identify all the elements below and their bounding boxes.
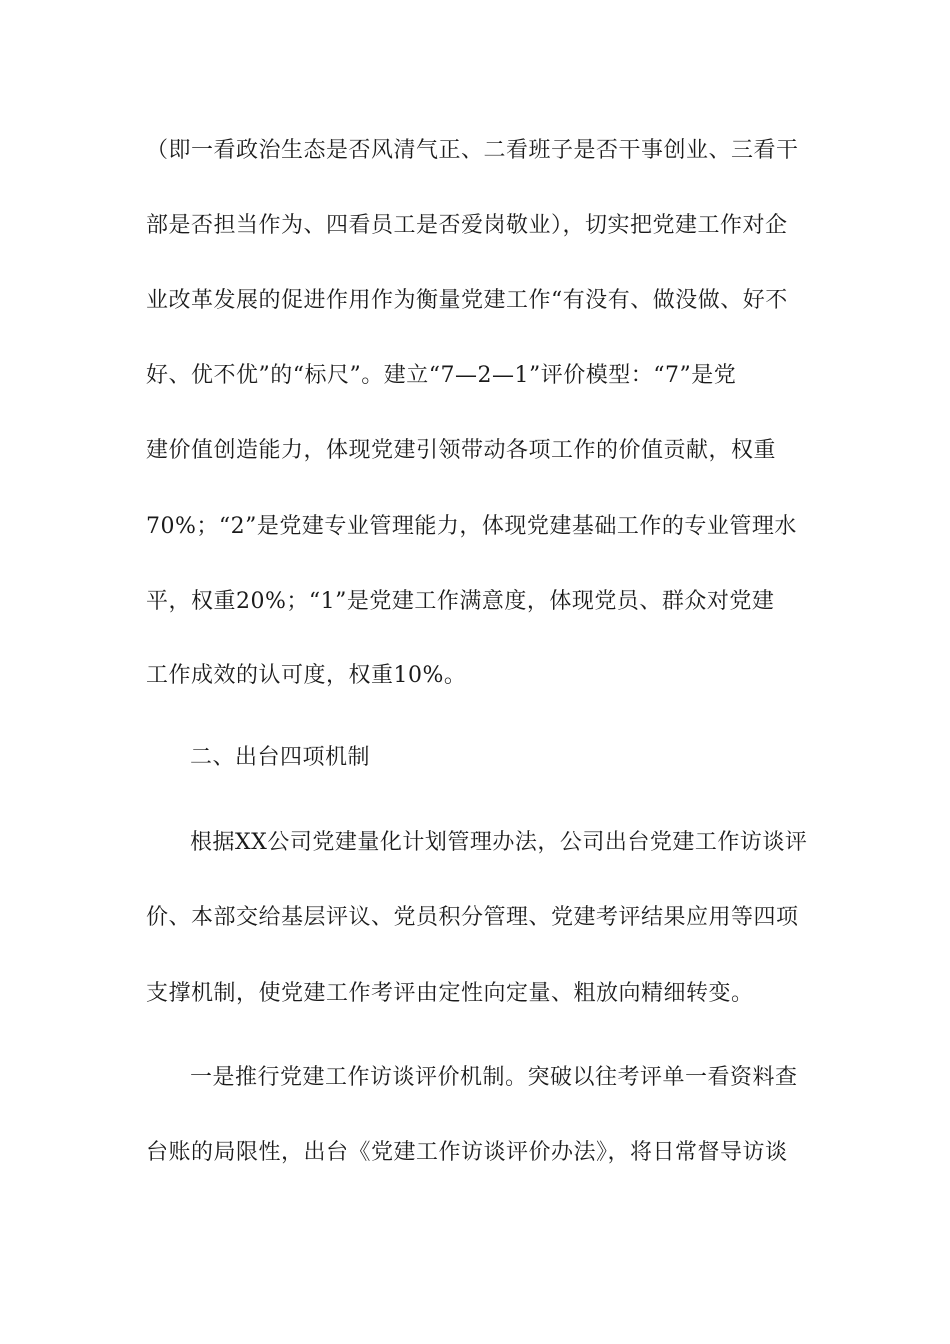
paragraph-line: 根据XX公司党建量化计划管理办法，公司出台党建工作访谈评: [190, 830, 808, 855]
paragraph-line: 价、本部交给基层评议、党员积分管理、党建考评结果应用等四项: [146, 905, 799, 930]
paragraph-line: 建价值创造能力，体现党建引领带动各项工作的价值贡献，权重: [146, 438, 777, 463]
paragraph-line: 支撑机制，使党建工作考评由定性向定量、粗放向精细转变。: [146, 981, 754, 1006]
paragraph-line: 部是否担当作为、四看员工是否爱岗敬业），切实把党建工作对企: [146, 213, 788, 238]
paragraph-line: 平，权重20%；“1”是党建工作满意度，体现党员、群众对党建: [146, 589, 775, 614]
paragraph-line: 台账的局限性，出台《党建工作访谈评价办法》，将日常督导访谈: [146, 1140, 788, 1165]
paragraph-line: 工作成效的认可度，权重10%。: [146, 663, 467, 688]
paragraph-line: 一是推行党建工作访谈评价机制。突破以往考评单一看资料查: [190, 1065, 798, 1090]
paragraph-line: 70%；“2”是党建专业管理能力，体现党建基础工作的专业管理水: [146, 514, 797, 539]
paragraph-line: 好、优不优”的“标尺”。建立“7—2—1”评价模型：“7”是党: [146, 363, 737, 388]
paragraph-line: 业改革发展的促进作用作为衡量党建工作“有没有、做没做、好不: [146, 288, 788, 313]
section-heading: 二、出台四项机制: [190, 745, 371, 770]
paragraph-line: （即一看政治生态是否风清气正、二看班子是否干事创业、三看干: [146, 138, 799, 163]
